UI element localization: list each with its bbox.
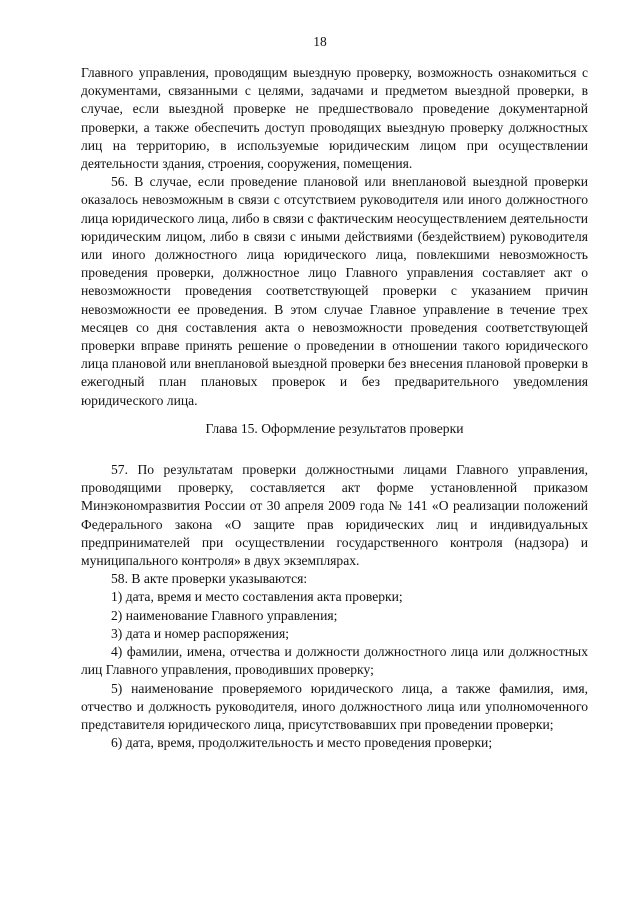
list-item-6: 6) дата, время, продолжительность и место проведения проверки; — [111, 735, 493, 751]
chapter-title: Глава 15. Оформление результатов проверки — [205, 420, 464, 436]
document-body — [81, 64, 588, 752]
list-item-4: 4) фамилии, имена, отчества и должности должностного лица или должностных лиц Главного управления, проводивших проверку; — [81, 644, 588, 678]
paragraph-56: 56. В случае, если проведение плановой или внеплановой выездной проверки оказалось невозможным в связи с отсутствием руководителя или иного должностного лица юридического лица, либо в связи с фактическим неосуществлением деятельности юридическим лицом, либо в связи с иными действиями (бездействием) руководителя или иного должностного лица юридического лица, повлекшими невозможность проведения проверки, должностное лицо Главного управления составляет акт о невозможности проведения соответствующей проверки с указанием причин невозможности ее проведения. В этом случае Главное управление в течение трех месяцев со дня составления акта о невозможности проведения соответствующей проверки вправе принять решение о проведении в отношении такого юридического лица плановой или внеплановой выездной проверки без внесения плановой проверки в ежегодный план плановых проверок и без предварительного уведомления юридического лица. — [81, 174, 588, 408]
list-item-3: 3) дата и номер распоряжения; — [111, 625, 289, 641]
list-item-1: 1) дата, время и место составления акта проверки; — [111, 589, 403, 605]
list-item-5: 5) наименование проверяемого юридического лица, а также фамилия, имя, отчество и должность руководителя, иного должностного лица или уполномоченного представителя юридического лица, присутствовавших при проведении проверки; — [81, 680, 588, 732]
paragraph-58: 58. В акте проверки указываются: — [111, 571, 308, 587]
paragraph-continuation: Главного управления, проводящим выездную проверку, возможность ознакомиться с документами, связанными с целями, задачами и предметом выездной проверки, в случае, если выездной проверке не предшествовало проведение документарной проверки, а также обеспечить доступ проводящих выездную проверку должностных лиц на территорию, в используемые юридическим лицом при осуществлении деятельности здания, строения, сооружения, помещения. — [81, 65, 588, 172]
paragraph-57: 57. По результатам проверки должностными лицами Главного управления, проводящими проверку, составляется акт форме установленной приказом Минэкономразвития России от 30 апреля 2009 года № 141 «О реализации положений Федерального закона «О защите прав юридических лиц и индивидуальных предпринимателей при осуществлении государственного контроля (надзора) и муниципального контроля» в двух экземплярах. — [81, 462, 588, 569]
page-number: 18 — [313, 34, 327, 49]
list-item-2: 2) наименование Главного управления; — [111, 607, 338, 623]
